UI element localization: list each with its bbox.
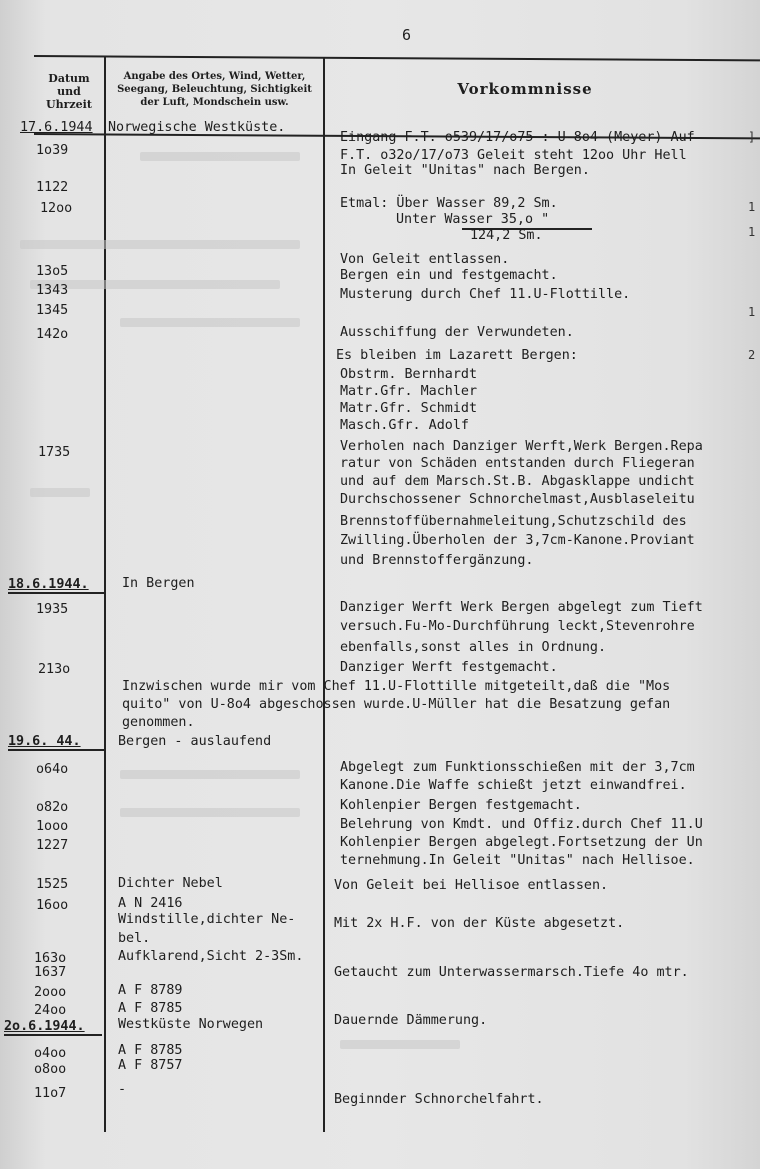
bleed-through-mark <box>120 808 300 817</box>
row-event: Kanone.Die Waffe schießt jetzt einwandfrei. <box>340 778 687 793</box>
row-note: quito" von U-8o4 abgeschossen wurde.U-Müller hat die Besatzung gefan <box>122 697 671 712</box>
row-place: A F 8785 <box>118 1043 183 1058</box>
row-place: A F 8785 <box>118 1001 183 1016</box>
row-event: Matr.Gfr. Schmidt <box>340 401 478 416</box>
row-time: o82o <box>36 800 69 815</box>
row-event: Matr.Gfr. Machler <box>340 384 478 399</box>
row-time: o8oo <box>34 1062 67 1077</box>
row-time: 1343 <box>36 283 69 298</box>
row-date: 17.6.1944 <box>20 120 93 135</box>
bleed-through-mark <box>30 488 90 497</box>
bleed-through-mark <box>140 152 300 161</box>
row-event: Getaucht zum Unterwassermarsch.Tiefe 4o mtr. <box>334 965 689 980</box>
row-event: Eingang F.T. o539/17/o75 : U-8o4 (Meyer) Auf <box>340 130 695 145</box>
row-time: 1525 <box>36 877 69 892</box>
row-event: Unter Wasser 35,o " <box>396 212 550 227</box>
row-time: 1122 <box>36 180 69 195</box>
row-date: 18.6.1944. <box>8 577 89 592</box>
row-event: Es bleiben im Lazarett Bergen: <box>336 348 578 363</box>
header-col-events: Vorkommnisse <box>457 80 593 98</box>
row-time: 142o <box>36 327 69 342</box>
row-date: 19.6. 44. <box>8 734 81 749</box>
row-event: Obstrm. Bernhardt <box>340 367 478 382</box>
header-col-date: Datum und Uhrzeit <box>46 72 92 111</box>
bleed-through-mark <box>120 318 300 327</box>
row-event: Masch.Gfr. Adolf <box>340 418 469 433</box>
row-time: 13o5 <box>36 264 69 279</box>
row-event: Belehrung von Kmdt. und Offiz.durch Chef 11.U <box>340 817 703 832</box>
margin-mark: 1 <box>748 225 756 239</box>
row-time: o4oo <box>34 1046 67 1061</box>
margin-mark: ] <box>748 130 756 144</box>
row-place: Windstille,dichter Ne- <box>118 912 296 927</box>
row-time: 1735 <box>38 445 71 460</box>
date-rule <box>8 592 104 594</box>
row-event: Mit 2x H.F. von der Küste abgesetzt. <box>334 916 625 931</box>
row-event: Brennstoffübernahmeleitung,Schutzschild des <box>340 514 687 529</box>
row-event: Danziger Werft Werk Bergen abgelegt zum Tieft <box>340 600 703 615</box>
row-time: 16oo <box>36 898 69 913</box>
margin-mark: 1 <box>748 200 756 214</box>
row-place: Dichter Nebel <box>118 876 223 891</box>
row-event: Kohlenpier Bergen abgelegt.Fortsetzung der Un <box>340 835 703 850</box>
row-place: bel. <box>118 931 151 946</box>
col-divider-2 <box>323 57 325 1132</box>
row-event: Etmal: Über Wasser 89,2 Sm. <box>340 196 558 211</box>
row-event: Danziger Werft festgemacht. <box>340 660 558 675</box>
row-event: ebenfalls,sonst alles in Ordnung. <box>340 640 607 655</box>
row-event: und auf dem Marsch.St.B. Abgasklappe undicht <box>340 474 695 489</box>
date-rule <box>8 749 104 751</box>
row-time: 1227 <box>36 838 69 853</box>
header-col-place: Angabe des Ortes, Wind, Wetter, Seegang, Beleuchtung, Sichtigkeit der Luft, Mondschein usw. <box>117 71 312 108</box>
row-event: Ausschiffung der Verwundeten. <box>340 325 574 340</box>
row-time: 12oo <box>40 201 73 216</box>
date-rule <box>4 1034 102 1036</box>
bleed-through-mark <box>340 1040 460 1049</box>
row-event: Kohlenpier Bergen festgemacht. <box>340 798 582 813</box>
row-place: In Bergen <box>122 576 195 591</box>
row-event: In Geleit "Unitas" nach Bergen. <box>340 163 590 178</box>
row-time: 24oo <box>34 1003 67 1018</box>
row-event: Dauernde Dämmerung. <box>334 1013 488 1028</box>
margin-mark: 1 <box>748 305 756 319</box>
row-event: Von Geleit bei Hellisoe entlassen. <box>334 878 609 893</box>
bleed-through-mark <box>120 770 300 779</box>
table-top-rule <box>34 55 760 61</box>
row-place: Westküste Norwegen <box>118 1017 264 1032</box>
row-event: Verholen nach Danziger Werft,Werk Bergen.Repa <box>340 439 703 454</box>
row-event: versuch.Fu-Mo-Durchführung leckt,Stevenrohre <box>340 619 695 634</box>
row-date: 2o.6.1944. <box>4 1019 85 1034</box>
row-place: Norwegische Westküste. <box>108 120 286 135</box>
row-event: F.T. o32o/17/o73 Geleit steht 12oo Uhr Hell <box>340 148 687 163</box>
row-event: Bergen ein und festgemacht. <box>340 268 558 283</box>
row-time: 1ooo <box>36 819 69 834</box>
row-place: A N 2416 <box>118 896 183 911</box>
row-time: 1o39 <box>36 143 69 158</box>
row-place: - <box>118 1082 127 1097</box>
row-event: Zwilling.Überholen der 3,7cm-Kanone.Proviant <box>340 533 695 548</box>
row-event: 124,2 Sm. <box>470 228 543 243</box>
row-event: Beginnder Schnorchelfahrt. <box>334 1092 544 1107</box>
row-note: Inzwischen wurde mir vom Chef 11.U-Flottille mitgeteilt,daß die "Mos <box>122 679 671 694</box>
row-time: 1345 <box>36 303 69 318</box>
col-divider-1 <box>104 57 106 1132</box>
row-event: und Brennstoffergänzung. <box>340 553 534 568</box>
page-number: 6 <box>402 26 412 44</box>
row-time: 213o <box>38 662 71 677</box>
row-event: ternehmung.In Geleit "Unitas" nach Hellisoe. <box>340 853 695 868</box>
row-event: Musterung durch Chef 11.U-Flottille. <box>340 287 631 302</box>
row-place: A F 8789 <box>118 983 183 998</box>
row-time: 11o7 <box>34 1086 67 1101</box>
row-time: 2ooo <box>34 985 67 1000</box>
row-place: Aufklarend,Sicht 2-3Sm. <box>118 949 304 964</box>
margin-mark: 2 <box>748 348 756 362</box>
row-event: Durchschossener Schnorchelmast,Ausblaseleitu <box>340 492 695 507</box>
row-place: Bergen - auslaufend <box>118 734 272 749</box>
bleed-through-mark <box>20 240 300 249</box>
row-place: A F 8757 <box>118 1058 183 1073</box>
row-event: Von Geleit entlassen. <box>340 252 510 267</box>
row-time: 1935 <box>36 602 69 617</box>
row-time: 163o <box>34 951 67 966</box>
row-note: genommen. <box>122 715 195 730</box>
row-event: Abgelegt zum Funktionsschießen mit der 3,7cm <box>340 760 695 775</box>
row-time: o64o <box>36 762 69 777</box>
row-event: ratur von Schäden entstanden durch Fliegeran <box>340 456 695 471</box>
row-time: 1637 <box>34 965 67 980</box>
